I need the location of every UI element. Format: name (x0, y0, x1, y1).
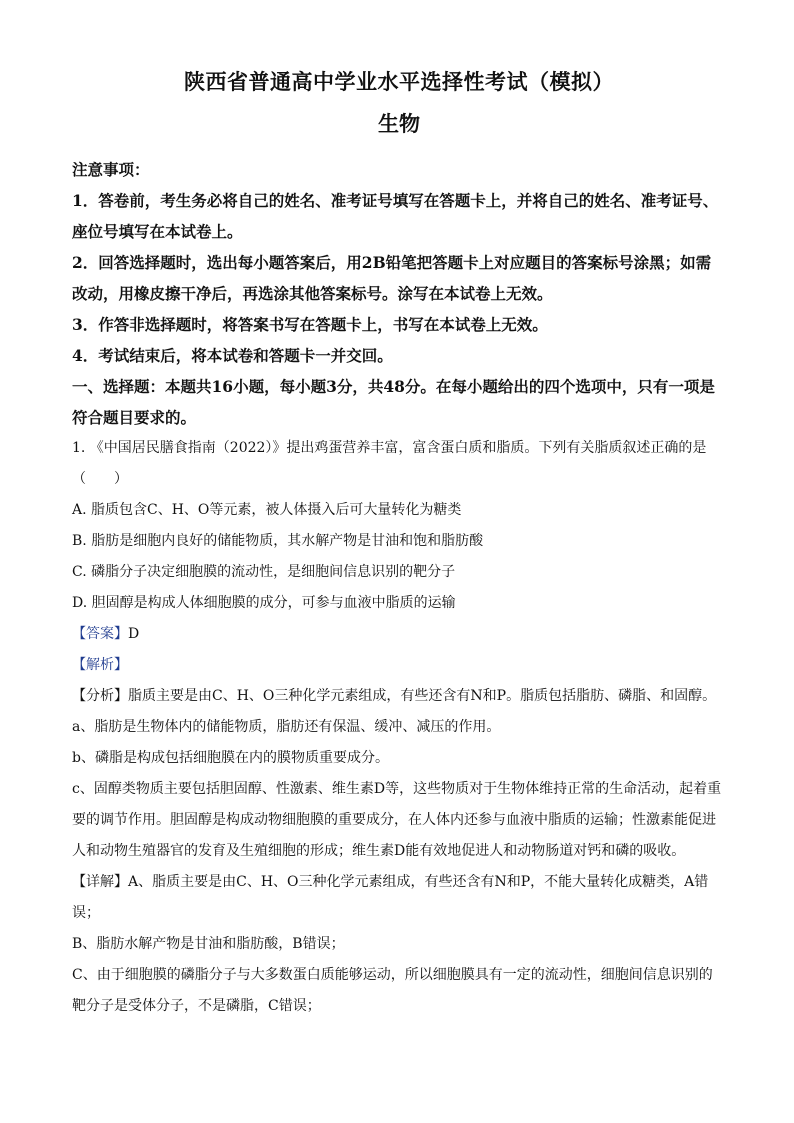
option-c: C. 磷脂分子决定细胞膜的流动性，是细胞间信息识别的靶分子 (72, 564, 456, 580)
section-heading: 一、选择题：本题共16小题，每小题3分，共48分。在每小题给出的四个选项中，只有一项是符合题目要求的。 (72, 377, 715, 427)
detail-tag: 【详解】 (72, 874, 128, 890)
answer-tag: 【答案】 (72, 626, 128, 642)
detail-point: C、由于细胞膜的磷脂分子与大多数蛋白质能够运动，所以细胞膜具有一定的流动性，细胞间信息识别的靶分子是受体分子，不是磷脂，C错误； (72, 967, 713, 1014)
option-d: D. 胆固醇是构成人体细胞膜的成分，可参与血液中脂质的运输 (72, 595, 456, 611)
option-a: A. 脂质包含C、H、O等元素，被人体摄入后可大量转化为糖类 (72, 502, 462, 518)
option-b: B. 脂肪是细胞内良好的储能物质，其水解产物是甘油和饱和脂肪酸 (72, 533, 484, 549)
question-stem: 1. 《中国居民膳食指南（2022）》提出鸡蛋营养丰富，富含蛋白质和脂质。下列有关脂质叙述正确的是（ ） (72, 440, 707, 487)
answer-line (72, 619, 726, 650)
analysis-lead (72, 681, 726, 712)
analysis-lead-tag: 【分析】 (72, 688, 128, 704)
analysis-line (72, 650, 726, 681)
notice-heading: 注意事项： (72, 160, 150, 179)
analysis-lead-text: 脂质主要是由C、H、O三种化学元素组成，有些还含有N和P。脂质包括脂肪、磷脂、和固醇。 (128, 688, 717, 704)
answer-value: D (128, 626, 140, 642)
analysis-point: b、磷脂是构成包括细胞膜在内的膜物质重要成分。 (72, 750, 389, 766)
analysis-point: a、脂肪是生物体内的储能物质，脂肪还有保温、缓冲、减压的作用。 (72, 719, 501, 735)
detail-lead (72, 867, 726, 929)
notice-item: 4．考试结束后，将本试卷和答题卡一并交回。 (72, 346, 393, 365)
exam-subject: 生物 (378, 111, 420, 136)
notice-item: 3．作答非选择题时，将答案书写在答题卡上，书写在本试卷上无效。 (72, 315, 548, 334)
analysis-tag: 【解析】 (72, 657, 128, 673)
notice-item: 1．答卷前，考生务必将自己的姓名、准考证号填写在答题卡上，并将自己的姓名、准考证号、座位号填写在本试卷上。 (72, 191, 719, 241)
detail-point: B、脂肪水解产物是甘油和脂肪酸，B错误； (72, 936, 345, 952)
detail-lead-text: A、脂质主要是由C、H、O三种化学元素组成，有些还含有N和P，不能大量转化成糖类，A错误； (72, 874, 709, 921)
exam-title: 陕西省普通高中学业水平选择性考试（模拟） (184, 69, 614, 94)
analysis-point: c、固醇类物质主要包括胆固醇、性激素、维生素D等，这些物质对于生物体维持正常的生命活动，起着重要的调节作用。胆固醇是构成动物细胞膜的重要成分，在人体内还参与血液中脂质的运输；性激素能促进人和动物生殖器官的发育及生殖细胞的形成；维生素D能有效地促进人和动物肠道对钙和磷的吸收。 (72, 781, 722, 859)
notice-item: 2．回答选择题时，选出每小题答案后，用2B铅笔把答题卡上对应题目的答案标号涂黑；如需改动，用橡皮擦干净后，再选涂其他答案标号。涂写在本试卷上无效。 (72, 253, 712, 303)
